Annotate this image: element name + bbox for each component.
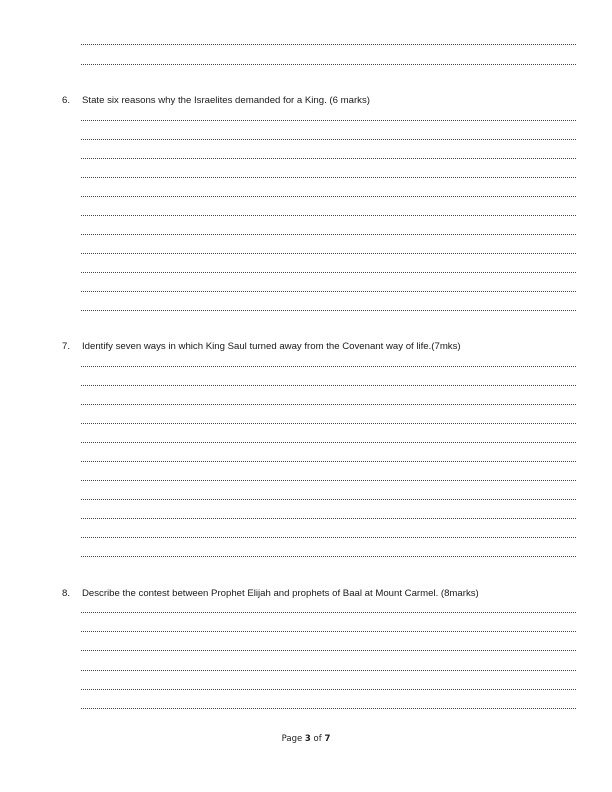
answer-line[interactable] bbox=[81, 689, 576, 690]
answer-line[interactable] bbox=[81, 708, 576, 709]
answer-line[interactable] bbox=[81, 442, 576, 443]
answer-line[interactable] bbox=[81, 215, 576, 216]
answer-line[interactable] bbox=[81, 461, 576, 462]
answer-line[interactable] bbox=[81, 631, 576, 632]
answer-line[interactable] bbox=[81, 366, 576, 367]
question-text: Identify seven ways in which King Saul turned away from the Covenant way of life.(7mks) bbox=[82, 341, 461, 352]
answer-line[interactable] bbox=[81, 196, 576, 197]
answer-line[interactable] bbox=[81, 291, 576, 292]
answer-line[interactable] bbox=[81, 310, 576, 311]
question-number: 7. bbox=[62, 341, 71, 352]
answer-line[interactable] bbox=[81, 158, 576, 159]
answer-line[interactable] bbox=[81, 612, 576, 613]
answer-line[interactable] bbox=[81, 650, 576, 651]
answer-line[interactable] bbox=[81, 670, 576, 671]
total-pages: 7 bbox=[324, 734, 331, 744]
question-text: State six reasons why the Israelites demanded for a King. (6 marks) bbox=[82, 95, 370, 106]
page-footer bbox=[0, 734, 612, 744]
footer-of: of bbox=[310, 734, 325, 744]
answer-line[interactable] bbox=[81, 234, 576, 235]
answer-line[interactable] bbox=[81, 44, 576, 45]
footer-prefix: Page bbox=[281, 734, 305, 744]
answer-line[interactable] bbox=[81, 120, 576, 121]
answer-line[interactable] bbox=[81, 480, 576, 481]
question-6 bbox=[62, 95, 370, 106]
answer-line[interactable] bbox=[81, 404, 576, 405]
answer-line[interactable] bbox=[81, 253, 576, 254]
answer-line[interactable] bbox=[81, 537, 576, 538]
answer-line[interactable] bbox=[81, 64, 576, 65]
current-page-number: 3 bbox=[304, 734, 311, 744]
question-number: 6. bbox=[62, 95, 71, 106]
answer-line[interactable] bbox=[81, 272, 576, 273]
question-number: 8. bbox=[62, 588, 71, 599]
answer-line[interactable] bbox=[81, 556, 576, 557]
answer-line[interactable] bbox=[81, 518, 576, 519]
answer-line[interactable] bbox=[81, 139, 576, 140]
question-text: Describe the contest between Prophet Elijah and prophets of Baal at Mount Carmel. (8marks) bbox=[82, 588, 479, 599]
question-7 bbox=[62, 341, 461, 352]
answer-line[interactable] bbox=[81, 423, 576, 424]
answer-line[interactable] bbox=[81, 385, 576, 386]
answer-line[interactable] bbox=[81, 177, 576, 178]
answer-line[interactable] bbox=[81, 499, 576, 500]
question-8 bbox=[62, 588, 479, 599]
